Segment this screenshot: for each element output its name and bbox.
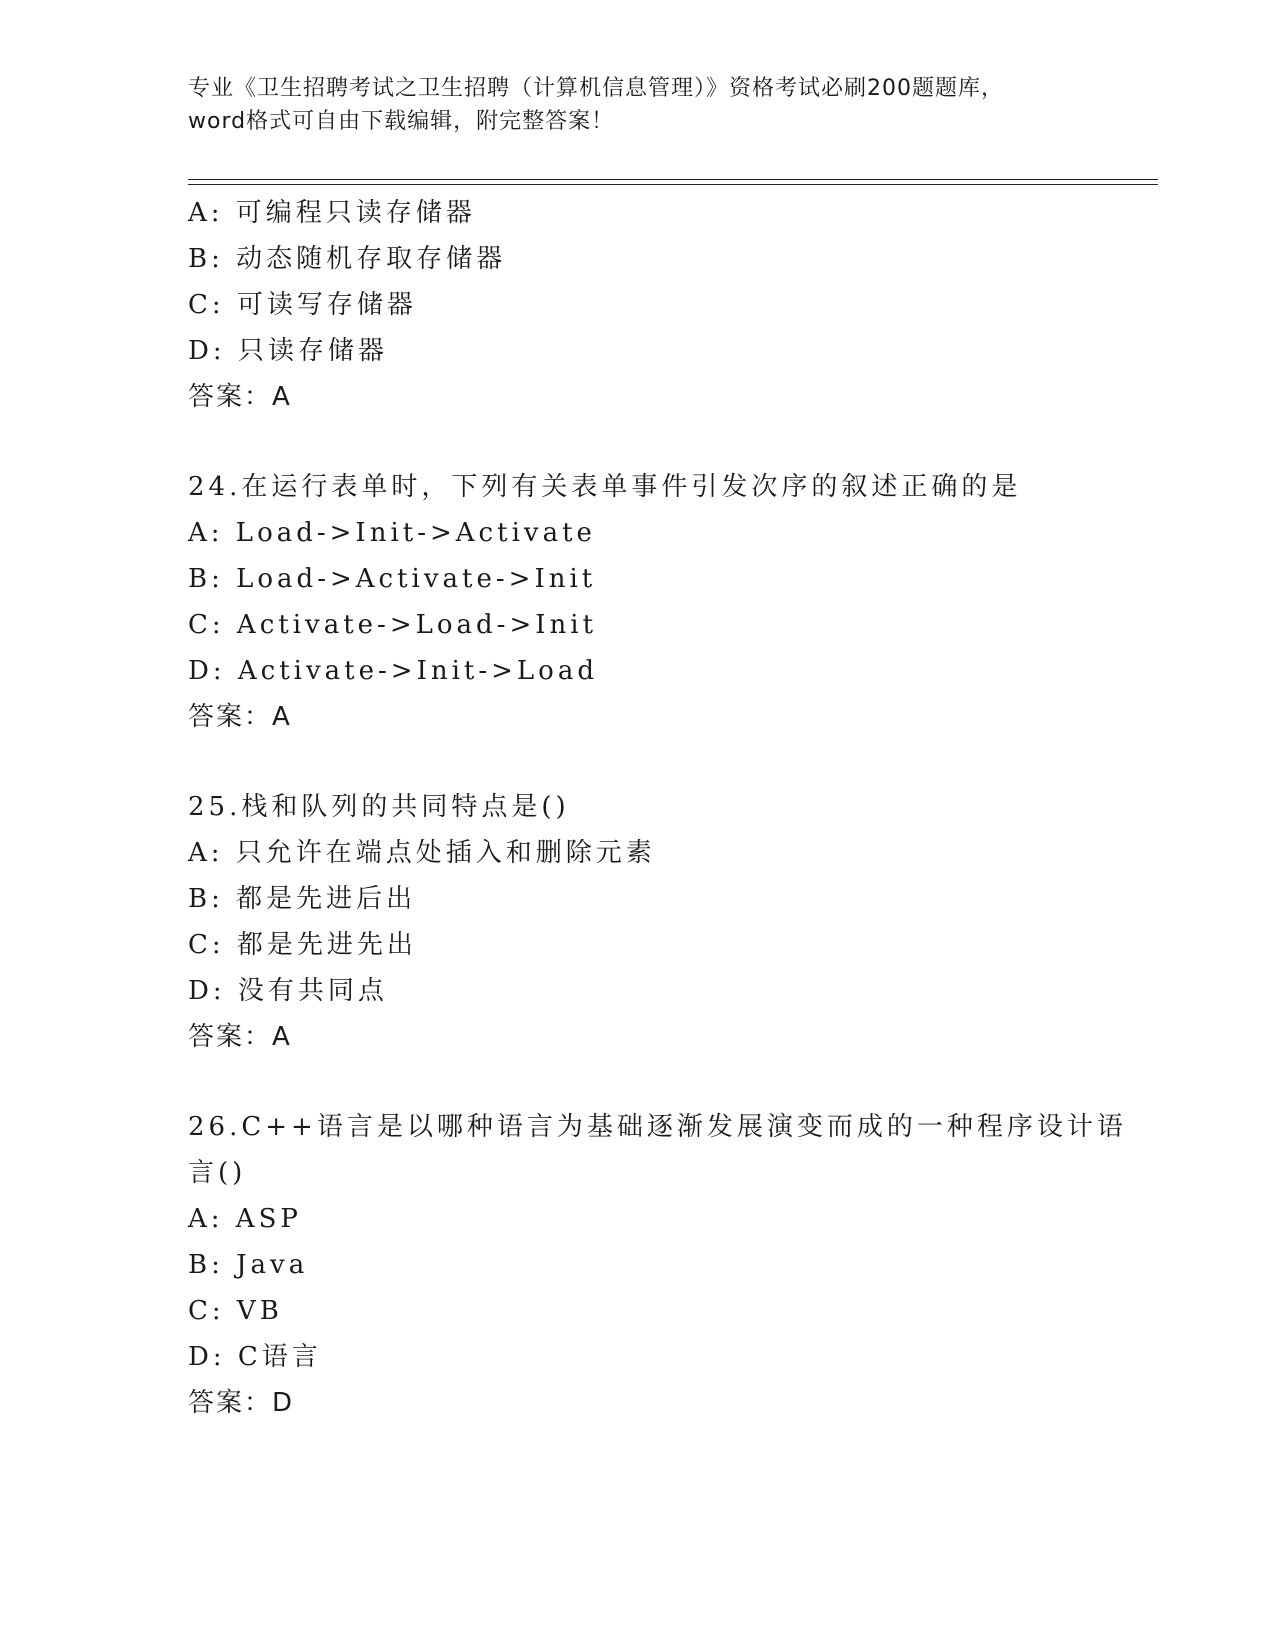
header-divider-top xyxy=(188,179,1158,180)
answer: 答案：A xyxy=(188,1022,292,1052)
option-a: A: 只允许在端点处插入和删除元素 xyxy=(188,838,656,868)
question-stem: 25.栈和队列的共同特点是() xyxy=(188,792,570,822)
option-d: D: 只读存储器 xyxy=(188,336,388,366)
option-c: C: 都是先进先出 xyxy=(188,930,417,960)
option-b: B: 都是先进后出 xyxy=(188,884,417,914)
option-b: B: 动态随机存取存储器 xyxy=(188,244,507,274)
answer: 答案：A xyxy=(188,702,292,732)
option-b: B: Java xyxy=(188,1250,309,1280)
answer: 答案：D xyxy=(188,1388,295,1418)
question-stem-line-2: 言() xyxy=(188,1158,247,1188)
header-divider-bottom xyxy=(188,184,1158,185)
option-a: A: 可编程只读存储器 xyxy=(188,198,476,228)
option-d: D: Activate->Init->Load xyxy=(188,656,598,686)
question-25 xyxy=(188,784,1088,1060)
option-d: D: 没有共同点 xyxy=(188,976,388,1006)
question-23-continued xyxy=(188,190,1088,420)
option-a: A: ASP xyxy=(188,1204,302,1234)
option-c: C: VB xyxy=(188,1296,283,1326)
option-c: C: Activate->Load->Init xyxy=(188,610,598,640)
question-24 xyxy=(188,464,1088,740)
option-c: C: 可读写存储器 xyxy=(188,290,417,320)
option-a: A: Load->Init->Activate xyxy=(188,518,596,548)
question-list xyxy=(188,190,1127,1426)
option-d: D: C语言 xyxy=(188,1342,322,1372)
option-b: B: Load->Activate->Init xyxy=(188,564,597,594)
question-stem: 24.在运行表单时，下列有关表单事件引发次序的叙述正确的是 xyxy=(188,472,1022,502)
document-header xyxy=(188,72,1088,138)
question-stem-line-1: 26.C++语言是以哪种语言为基础逐渐发展演变而成的一种程序设计语 xyxy=(188,1112,1127,1142)
question-26 xyxy=(188,1104,1127,1426)
header-line-1: 专业《卫生招聘考试之卫生招聘（计算机信息管理）》资格考试必刷200题题库， xyxy=(188,76,1004,101)
header-line-2: word格式可自由下载编辑，附完整答案！ xyxy=(188,109,615,134)
answer: 答案：A xyxy=(188,382,292,412)
